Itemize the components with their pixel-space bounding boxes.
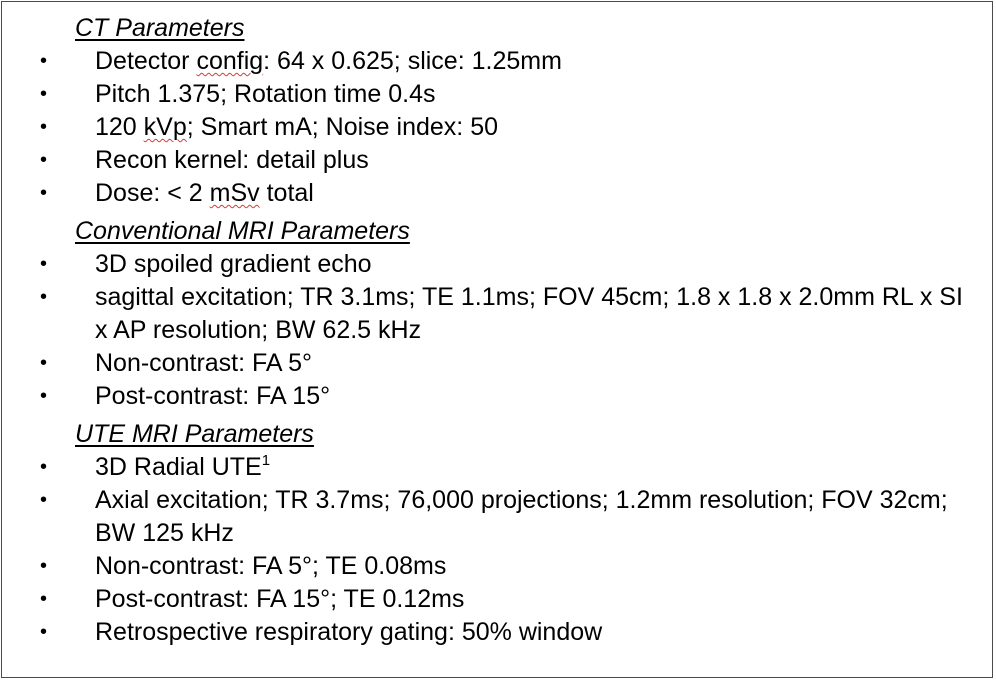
list-item xyxy=(0,484,996,550)
section-ute-mri-parameters xyxy=(0,418,996,649)
bullet-icon: • xyxy=(40,116,48,138)
bullet-icon: • xyxy=(40,50,48,72)
section-conventional-mri-parameters xyxy=(0,215,996,413)
item-text: : 64 x 0.625; slice: 1.25mm xyxy=(263,47,562,75)
item-text: Detector xyxy=(95,47,197,75)
bullet-list xyxy=(0,451,996,649)
list-item xyxy=(0,111,996,144)
bullet-icon: • xyxy=(40,385,48,407)
list-item xyxy=(0,583,996,616)
item-text: 3D Radial UTE xyxy=(95,453,262,481)
list-item xyxy=(0,550,996,583)
item-text: total xyxy=(259,179,314,207)
list-item xyxy=(0,248,996,281)
item-text: Post-contrast: FA 15° xyxy=(95,382,331,410)
spellcheck-flagged-word: mSv xyxy=(209,179,260,207)
list-item xyxy=(0,380,996,413)
list-item xyxy=(0,616,996,649)
item-text: Post-contrast: FA 15°; TE 0.12ms xyxy=(95,585,465,613)
spellcheck-flagged-word: kVp xyxy=(143,113,187,141)
bullet-icon: • xyxy=(40,149,48,171)
item-text: sagittal excitation; TR 3.1ms; TE 1.1ms; FOV 45cm; 1.8 x 1.8 x 2.0mm RL x SI x AP resolution; BW 62.5 kHz xyxy=(95,283,963,344)
item-text: Recon kernel: detail plus xyxy=(95,146,369,174)
bullet-icon: • xyxy=(40,182,48,204)
item-text: Pitch 1.375; Rotation time 0.4s xyxy=(95,80,436,108)
bullet-icon: • xyxy=(40,588,48,610)
item-text: 120 xyxy=(95,113,144,141)
bullet-icon: • xyxy=(40,286,48,308)
bullet-list xyxy=(0,248,996,413)
section-title: Conventional MRI Parameters xyxy=(75,217,410,245)
item-text: Non-contrast: FA 5°; TE 0.08ms xyxy=(95,552,447,580)
list-item xyxy=(0,347,996,380)
bullet-icon: • xyxy=(40,555,48,577)
bullet-icon: • xyxy=(40,83,48,105)
section-title: UTE MRI Parameters xyxy=(75,420,314,448)
list-item xyxy=(0,451,996,484)
parameters-document xyxy=(0,12,996,649)
list-item xyxy=(0,144,996,177)
item-text: Non-contrast: FA 5° xyxy=(95,349,313,377)
item-text: 3D spoiled gradient echo xyxy=(95,250,372,278)
bullet-icon: • xyxy=(40,352,48,374)
item-text: ; Smart mA; Noise index: 50 xyxy=(186,113,498,141)
bullet-icon: • xyxy=(40,489,48,511)
list-item xyxy=(0,281,996,347)
item-text: Retrospective respiratory gating: 50% window xyxy=(95,618,603,646)
bullet-icon: • xyxy=(40,621,48,643)
spellcheck-flagged-word: config xyxy=(196,47,264,75)
section-ct-parameters xyxy=(0,12,996,210)
bullet-icon: • xyxy=(40,253,48,275)
list-item xyxy=(0,177,996,210)
item-text: Dose: < 2 xyxy=(95,179,210,207)
list-item xyxy=(0,78,996,111)
list-item xyxy=(0,45,996,78)
item-text: Axial excitation; TR 3.7ms; 76,000 projections; 1.2mm resolution; FOV 32cm; BW 125 kHz xyxy=(95,486,948,547)
bullet-icon: • xyxy=(40,456,48,478)
bullet-list xyxy=(0,45,996,210)
footnote-marker: 1 xyxy=(261,452,271,469)
section-title: CT Parameters xyxy=(75,14,245,42)
